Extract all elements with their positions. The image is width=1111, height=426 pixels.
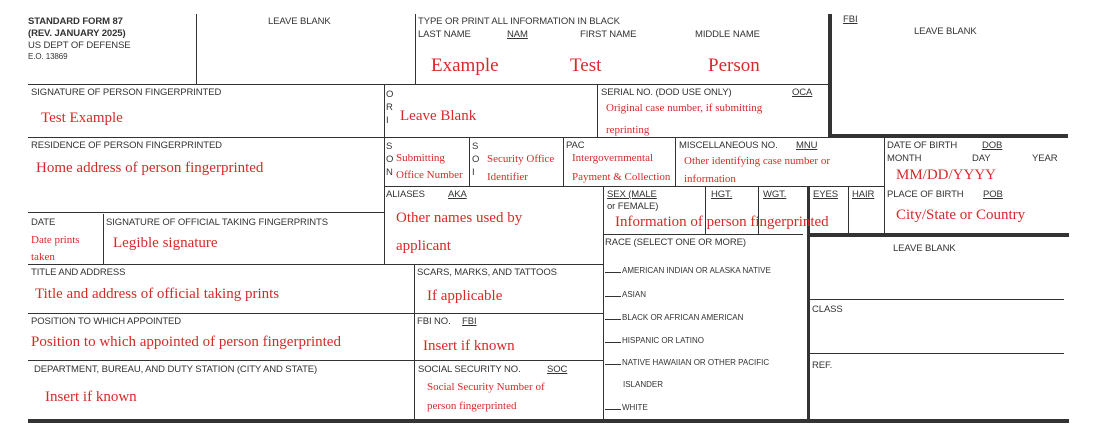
eyes-label: EYES	[813, 189, 838, 200]
middle-name-label: MIDDLE NAME	[695, 29, 760, 40]
aliases-value-line-2[interactable]: applicant	[396, 238, 451, 254]
serial-value-line-1[interactable]: Original case number, if submitting	[606, 102, 763, 114]
pob-value[interactable]: City/State or Country	[896, 207, 1026, 223]
pac-label: PAC	[566, 140, 585, 151]
residence-value[interactable]: Home address of person fingerprinted	[36, 160, 264, 176]
ori-value[interactable]: Leave Blank	[400, 108, 477, 124]
soi-letter-i: I	[472, 167, 475, 178]
dob-month-label: MONTH	[887, 153, 922, 164]
rule-class	[810, 299, 1064, 300]
race-option-native-hawaiian[interactable]: NATIVE HAWAIIAN OR OTHER PACIFIC	[605, 358, 769, 367]
leave-blank-fbi: LEAVE BLANK	[914, 26, 977, 37]
ori-letter-r: R	[386, 102, 393, 113]
nam-code: NAM	[507, 29, 528, 40]
signature-value[interactable]: Test Example	[41, 110, 123, 126]
fbi-no-value[interactable]: Insert if known	[423, 338, 515, 354]
form-revision: (REV. JANUARY 2025)	[28, 28, 126, 39]
pob-code: POB	[983, 189, 1003, 200]
rule-v-date	[103, 214, 104, 264]
ssn-value-line-1[interactable]: Social Security Number of	[427, 381, 545, 393]
ref-label: REF.	[812, 360, 833, 371]
dob-value[interactable]: MM/DD/YYYY	[896, 167, 997, 183]
aka-code: AKA	[448, 189, 467, 200]
class-label: CLASS	[812, 304, 843, 315]
rule-v-ori	[384, 84, 385, 264]
race-option-hispanic[interactable]: HISPANIC OR LATINO	[605, 336, 704, 345]
soc-code: SOC	[547, 364, 568, 375]
fbi-no-code: FBI	[462, 316, 477, 327]
dob-day-label: DAY	[972, 153, 991, 164]
pob-label: PLACE OF BIRTH	[887, 189, 964, 200]
ori-letter-o: O	[386, 89, 394, 100]
oca-code: OCA	[792, 87, 813, 98]
misc-label: MISCELLANEOUS NO.	[679, 140, 778, 151]
soi-letter-o: O	[472, 154, 480, 165]
middle-name-value[interactable]: Person	[708, 55, 760, 76]
misc-value-line-1[interactable]: Other identifying case number or	[684, 155, 831, 167]
department-label: DEPARTMENT, BUREAU, AND DUTY STATION (CITY AND STATE)	[34, 364, 318, 375]
first-name-value[interactable]: Test	[570, 55, 602, 76]
rule-v-name	[415, 14, 416, 84]
race-option-white[interactable]: WHITE	[605, 403, 648, 412]
sex-label-line-2: or FEMALE)	[607, 201, 659, 212]
date-value-line-2[interactable]: taken	[31, 251, 55, 263]
fbi-label: FBI	[843, 14, 858, 25]
official-signature-value[interactable]: Legible signature	[113, 235, 218, 251]
son-letter-n: N	[386, 167, 393, 178]
rule-v-pac	[675, 137, 676, 186]
wgt-label: WGT.	[763, 189, 787, 200]
rule-row-5	[28, 313, 603, 314]
rule-top-row	[28, 84, 830, 85]
rule-v-soi	[563, 137, 564, 186]
rule-ref	[810, 353, 1064, 354]
title-address-value[interactable]: Title and address of official taking prints	[35, 286, 280, 302]
race-option-asian[interactable]: ASIAN	[605, 290, 646, 299]
scars-value[interactable]: If applicable	[427, 288, 503, 304]
rule-row-2	[28, 137, 828, 138]
scars-label: SCARS, MARKS, AND TATTOOS	[417, 267, 557, 278]
title-address-label: TITLE AND ADDRESS	[31, 267, 126, 278]
rule-thick-right-mid	[807, 233, 1069, 237]
aliases-value-line-1[interactable]: Other names used by	[396, 210, 523, 226]
race-label: RACE (SELECT ONE OR MORE)	[605, 237, 746, 248]
dob-label: DATE OF BIRTH	[887, 140, 958, 151]
sex-label-line-1: SEX (MALE	[607, 189, 657, 200]
position-value[interactable]: Position to which appointed of person fingerprinted	[31, 334, 341, 350]
department-value[interactable]: Insert if known	[45, 389, 137, 405]
official-signature-label: SIGNATURE OF OFFICIAL TAKING FINGERPRINTS	[106, 217, 328, 228]
soi-value-line-1[interactable]: Security Office	[487, 153, 555, 165]
rule-row-4	[28, 264, 603, 265]
signature-label: SIGNATURE OF PERSON FINGERPRINTED	[31, 87, 222, 98]
dob-year-label: YEAR	[1032, 153, 1058, 164]
rule-v-dob	[884, 137, 885, 234]
rule-race-top	[603, 234, 803, 235]
form-number: STANDARD FORM 87	[28, 16, 123, 27]
ori-letter-i: I	[386, 115, 389, 126]
physical-value[interactable]: Information of person fingerprinted	[615, 214, 829, 230]
form-department: US DEPT OF DEFENSE	[28, 40, 131, 51]
son-value-line-2[interactable]: Office Number	[396, 169, 463, 181]
pac-value-line-2[interactable]: Payment & Collection	[572, 171, 671, 183]
soi-value-line-2[interactable]: Identifier	[487, 171, 528, 183]
race-option-american-indian[interactable]: AMERICAN INDIAN OR ALASKA NATIVE	[605, 266, 771, 275]
name-instruction: TYPE OR PRINT ALL INFORMATION IN BLACK	[418, 16, 620, 27]
hair-label: HAIR	[852, 189, 875, 200]
serial-label: SERIAL NO. (DOD USE ONLY)	[601, 87, 732, 98]
rule-v-son	[469, 137, 470, 186]
rule-v-sex	[603, 186, 604, 420]
rule-v-hair	[848, 186, 849, 234]
son-value-line-1[interactable]: Submitting	[396, 152, 445, 164]
race-option-native-hawaiian-cont: ISLANDER	[623, 380, 664, 389]
son-letter-s: S	[386, 141, 393, 152]
race-option-black[interactable]: BLACK OR AFRICAN AMERICAN	[605, 313, 743, 322]
rule-v-leave-blank	[196, 14, 197, 84]
soi-letter-s: S	[472, 141, 479, 152]
mnu-code: MNU	[796, 140, 818, 151]
last-name-value[interactable]: Example	[431, 55, 499, 76]
hgt-label: HGT.	[711, 189, 733, 200]
last-name-label: LAST NAME	[418, 29, 471, 40]
son-letter-o: O	[386, 154, 394, 165]
fbi-no-label: FBI NO.	[417, 316, 451, 327]
leave-blank-right: LEAVE BLANK	[893, 243, 956, 254]
position-label: POSITION TO WHICH APPOINTED	[31, 316, 182, 327]
ssn-label: SOCIAL SECURITY NO.	[418, 364, 521, 375]
rule-row-6	[28, 360, 603, 361]
rule-v-fbi-thick	[828, 14, 832, 136]
aliases-label: ALIASES	[386, 189, 425, 200]
rule-v-serial	[597, 84, 598, 137]
date-value-line-1[interactable]: Date prints	[31, 234, 80, 246]
dob-code: DOB	[982, 140, 1003, 151]
pac-value-line-1[interactable]: Intergovernmental	[572, 152, 654, 164]
misc-value-line-2[interactable]: information	[684, 173, 736, 185]
date-label: DATE	[31, 217, 56, 228]
first-name-label: FIRST NAME	[580, 29, 637, 40]
serial-value-line-2[interactable]: reprinting	[606, 124, 650, 136]
form-eo: E.O. 13869	[28, 52, 68, 61]
rule-bottom-thick	[28, 419, 1069, 423]
ssn-value-line-2[interactable]: person fingerprinted	[427, 400, 517, 412]
residence-label: RESIDENCE OF PERSON FINGERPRINTED	[31, 140, 222, 151]
rule-v-scars	[414, 264, 415, 420]
leave-blank-1: LEAVE BLANK	[268, 16, 331, 27]
rule-date-top	[28, 212, 384, 213]
rule-thick-top-right	[828, 134, 1068, 138]
